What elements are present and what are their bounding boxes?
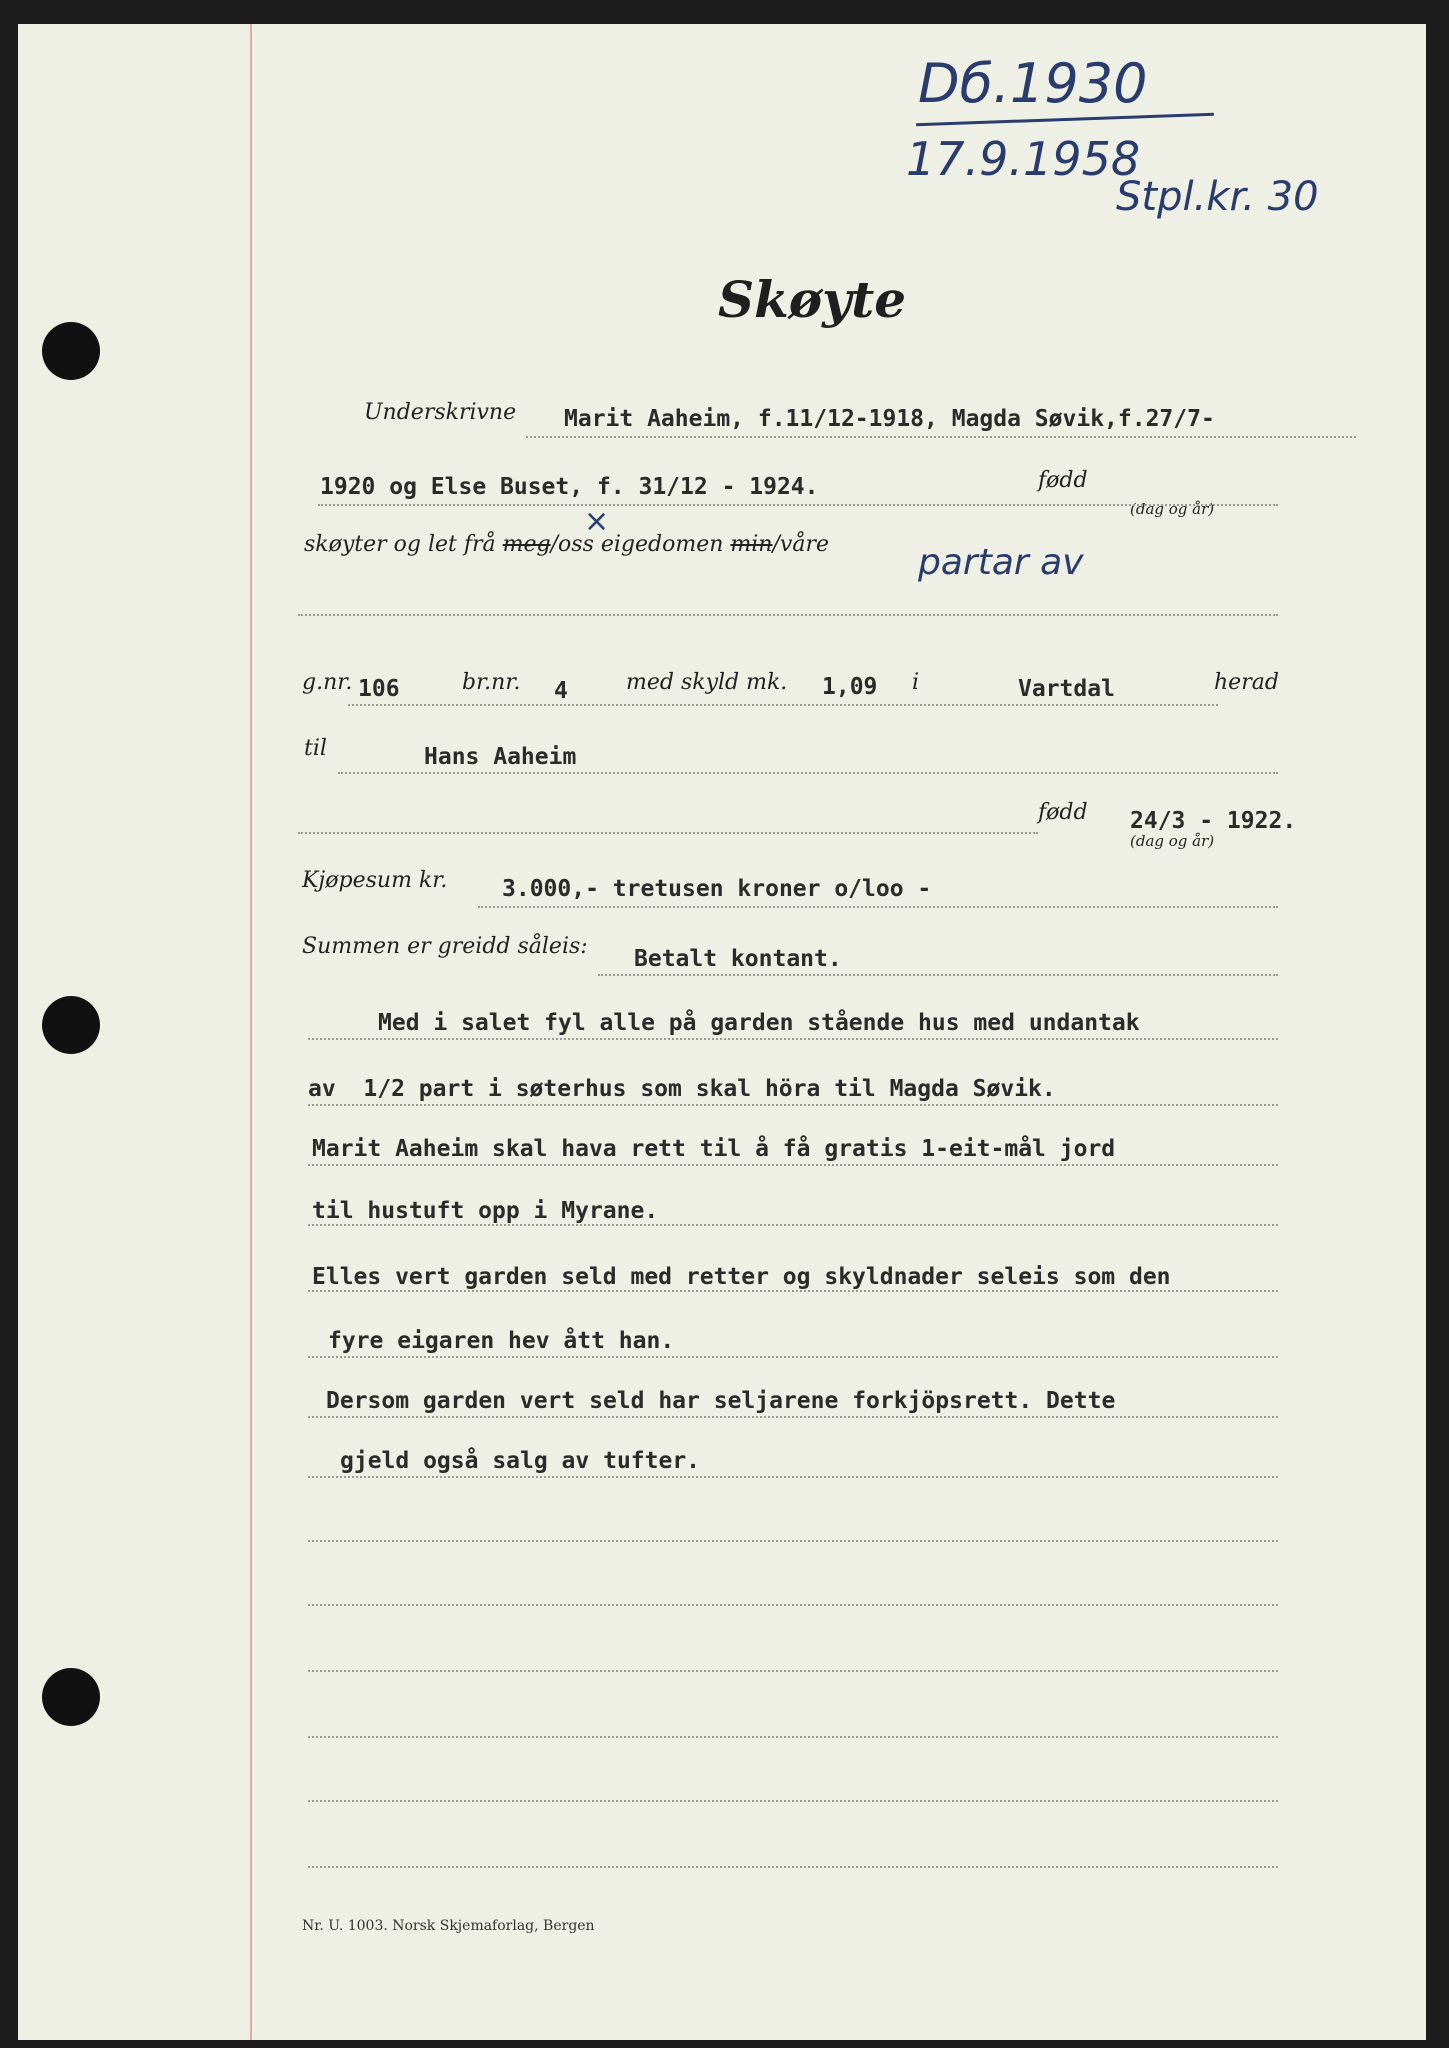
label-skoyter bbox=[304, 532, 829, 557]
dotted-line bbox=[308, 1800, 1278, 1802]
body-line: Marit Aaheim skal hava rett til å få gratis 1-eit-mål jord bbox=[312, 1136, 1116, 1162]
label-herad: herad bbox=[1214, 670, 1279, 695]
label-i: i bbox=[912, 670, 920, 695]
struck-meg: meg bbox=[502, 532, 551, 557]
value-brnr: 4 bbox=[554, 678, 568, 704]
punch-hole-bottom bbox=[42, 1668, 100, 1726]
dotted-line bbox=[298, 614, 1278, 616]
dotted-line bbox=[308, 1866, 1278, 1868]
label-dag-og-ar: (dag og år) bbox=[1130, 500, 1215, 518]
label-til: til bbox=[304, 736, 327, 761]
value-payment: Betalt kontant. bbox=[634, 946, 842, 972]
dotted-line bbox=[308, 1104, 1278, 1106]
struck-min: min bbox=[730, 532, 773, 557]
value-skyld: 1,09 bbox=[822, 674, 878, 700]
handwritten-reference: Dб.1930 bbox=[918, 52, 1148, 115]
dotted-line bbox=[308, 1356, 1278, 1358]
page-title: Skøyte bbox=[718, 270, 907, 329]
value-price: 3.000,- tretusen kroner o/loo - bbox=[502, 876, 932, 902]
document-page bbox=[18, 24, 1426, 2040]
margin-line bbox=[250, 24, 252, 2040]
value-gnr: 106 bbox=[358, 676, 400, 702]
body-line: Elles vert garden seld med retter og skyldnader seleis som den bbox=[312, 1264, 1171, 1290]
skoyter-prefix: skøyter og let frå bbox=[304, 532, 496, 557]
body-line: gjeld også salg av tufter. bbox=[340, 1448, 701, 1474]
label-gnr: g.nr. bbox=[302, 670, 353, 695]
dotted-line bbox=[338, 772, 1278, 774]
body-line: av 1/2 part i søterhus som skal höra til Magda Søvik. bbox=[308, 1076, 1056, 1102]
oss-eigedomen: /oss eigedomen bbox=[550, 532, 724, 557]
punch-hole-top bbox=[42, 322, 100, 380]
dotted-line bbox=[348, 704, 1218, 706]
dotted-line bbox=[308, 1670, 1278, 1672]
body-line: Dersom garden vert seld har seljarene forkjöpsrett. Dette bbox=[326, 1388, 1116, 1414]
dotted-line bbox=[598, 974, 1278, 976]
label-skyld: med skyld mk. bbox=[626, 670, 788, 695]
dotted-line bbox=[308, 1736, 1278, 1738]
body-line: fyre eigaren hev ått han. bbox=[328, 1328, 675, 1354]
dotted-line bbox=[308, 1038, 1278, 1040]
dotted-line bbox=[308, 1224, 1278, 1226]
dotted-line bbox=[308, 1476, 1278, 1478]
label-brnr: br.nr. bbox=[462, 670, 521, 695]
dotted-line bbox=[318, 504, 1278, 506]
dotted-line bbox=[526, 436, 1356, 438]
label-dag-og-ar-buyer: (dag og år) bbox=[1130, 832, 1215, 850]
sellers-line-1: Marit Aaheim, f.11/12-1918, Magda Søvik,f.27/7- bbox=[564, 406, 1215, 432]
dotted-line bbox=[308, 1290, 1278, 1292]
handwritten-date: 17.9.1958 bbox=[906, 132, 1141, 186]
dotted-line bbox=[308, 1416, 1278, 1418]
label-fodd: fødd bbox=[1038, 468, 1088, 493]
punch-hole-middle bbox=[42, 996, 100, 1054]
label-summen: Summen er greidd såleis: bbox=[302, 934, 588, 959]
handwritten-partar: partar av bbox=[918, 542, 1084, 583]
label-kjopesum: Kjøpesum kr. bbox=[302, 868, 448, 893]
vare: /våre bbox=[772, 532, 829, 557]
dotted-line bbox=[478, 906, 1278, 908]
dotted-line bbox=[298, 832, 1038, 834]
handwritten-note: Stpl.kr. 30 bbox=[1116, 174, 1319, 220]
value-buyer-born: 24/3 - 1922. bbox=[1130, 808, 1297, 834]
sellers-line-2: 1920 og Else Buset, f. 31/12 - 1924. bbox=[320, 474, 819, 500]
value-buyer: Hans Aaheim bbox=[424, 744, 577, 770]
label-underskrivne: Underskrivne bbox=[364, 400, 517, 425]
handwritten-cross: × bbox=[584, 504, 610, 539]
dotted-line bbox=[308, 1604, 1278, 1606]
form-footer: Nr. U. 1003. Norsk Skjemaforlag, Bergen bbox=[302, 1918, 595, 1934]
label-fodd-buyer: fødd bbox=[1038, 800, 1088, 825]
dotted-line bbox=[308, 1164, 1278, 1166]
body-line: Med i salet fyl alle på garden stående hus med undantak bbox=[378, 1010, 1140, 1036]
value-herad: Vartdal bbox=[1018, 676, 1115, 702]
dotted-line bbox=[308, 1540, 1278, 1542]
body-line: til hustuft opp i Myrane. bbox=[312, 1198, 659, 1224]
